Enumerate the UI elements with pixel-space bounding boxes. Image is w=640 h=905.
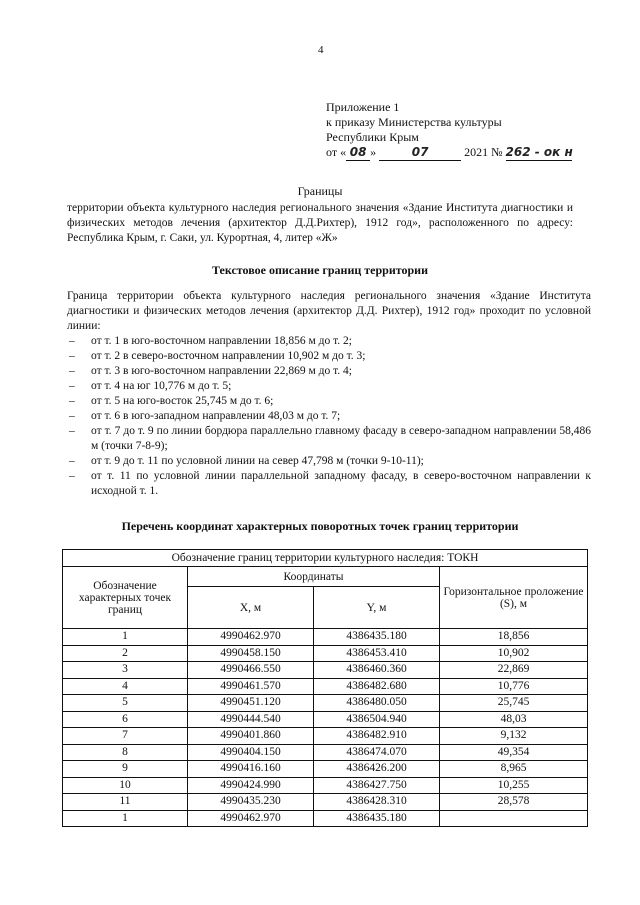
annex-line-1: Приложение 1 — [326, 100, 400, 114]
annex-block — [326, 100, 572, 161]
cell-x: 4990461.570 — [188, 678, 314, 695]
cell-y: 4386504.940 — [314, 711, 440, 728]
cell-y: 4386474.070 — [314, 744, 440, 761]
coordinates-table — [62, 549, 588, 827]
cell-distance: 10,255 — [440, 777, 588, 794]
document-title: Границы — [297, 184, 343, 198]
document-title-body: территории объекта культурного наследия регионального значения «Здание Института диагностики и физических методов лечения (архитектор Д.Д.Рихтер), 1912 год», расположенного по адресу: Республика Крым, г. Саки, ул. Курортная, 4, литер «Ж» — [67, 202, 573, 244]
cell-x: 4990424.990 — [188, 777, 314, 794]
table-row — [63, 662, 588, 679]
description-item: – от т. 11 по условной линии параллельной западному фасаду, в северо-восточном направлении к исходной т. 1. — [67, 469, 591, 499]
cell-y: 4386427.750 — [314, 777, 440, 794]
order-number: 262 - ок н — [505, 145, 573, 159]
cell-point: 8 — [63, 744, 188, 761]
date-prefix: от « — [326, 145, 347, 159]
cell-point: 1 — [63, 629, 188, 646]
boundary-description — [67, 289, 591, 499]
section-description-heading: Текстовое описание границ территории — [211, 263, 429, 277]
cell-distance: 9,132 — [440, 728, 588, 745]
cell-x: 4990401.860 — [188, 728, 314, 745]
cell-x: 4990451.120 — [188, 695, 314, 712]
cell-x: 4990444.540 — [188, 711, 314, 728]
cell-y: 4386435.180 — [314, 629, 440, 646]
description-item: – от т. 7 до т. 9 по линии бордюра параллельно главному фасаду в северо-западном направлении 58,486 м (точки 7-8-9); — [67, 424, 591, 454]
header-coordinates: Координаты — [188, 567, 440, 587]
date-year-number: 2021 № — [464, 145, 503, 159]
cell-distance: 18,856 — [440, 629, 588, 646]
table-row — [63, 645, 588, 662]
description-item: – от т. 3 в юго-восточном направлении 22,869 м до т. 4; — [67, 364, 591, 379]
table-row — [63, 695, 588, 712]
cell-y: 4386482.910 — [314, 728, 440, 745]
cell-distance: 25,745 — [440, 695, 588, 712]
table-caption: Обозначение границ территории культурного наследия: ТОКН — [63, 550, 588, 567]
cell-x: 4990416.160 — [188, 761, 314, 778]
description-item: – от т. 5 на юго-восток 25,745 м до т. 6; — [67, 394, 591, 409]
description-item: – от т. 9 до т. 11 по условной линии на север 47,798 м (точки 9-10-11); — [67, 454, 591, 469]
cell-point: 11 — [63, 794, 188, 811]
cell-x: 4990462.970 — [188, 810, 314, 827]
table-row — [63, 761, 588, 778]
cell-x: 4990466.550 — [188, 662, 314, 679]
cell-point: 1 — [63, 810, 188, 827]
cell-y: 4386428.310 — [314, 794, 440, 811]
table-row — [63, 711, 588, 728]
annex-line-2: к приказу Министерства культуры — [326, 115, 502, 129]
cell-y: 4386480.050 — [314, 695, 440, 712]
header-point: Обозначение характерных точек границ — [63, 567, 188, 629]
cell-point: 2 — [63, 645, 188, 662]
cell-distance: 48,03 — [440, 711, 588, 728]
cell-point: 6 — [63, 711, 188, 728]
annex-line-3: Республики Крым — [326, 130, 419, 144]
table-row — [63, 629, 588, 646]
header-y: Y, м — [314, 587, 440, 629]
cell-distance: 49,354 — [440, 744, 588, 761]
header-distance: Горизонтальное проложение (S), м — [440, 567, 588, 629]
cell-point: 9 — [63, 761, 188, 778]
description-item: – от т. 2 в северо-восточном направлении 10,902 м до т. 3; — [67, 349, 591, 364]
cell-distance: 22,869 — [440, 662, 588, 679]
cell-y: 4386453.410 — [314, 645, 440, 662]
date-day: 08 — [346, 145, 370, 161]
section-coordinates-heading: Перечень координат характерных поворотных точек границ территории — [121, 519, 519, 533]
cell-distance — [440, 810, 588, 827]
annex-date-row — [326, 145, 572, 161]
description-item: – от т. 1 в юго-восточном направлении 18,856 м до т. 2; — [67, 334, 591, 349]
description-item: – от т. 4 на юг 10,776 м до т. 5; — [67, 379, 591, 394]
description-item: – от т. 6 в юго-западном направлении 48,03 м до т. 7; — [67, 409, 591, 424]
cell-x: 4990404.150 — [188, 744, 314, 761]
cell-distance: 10,902 — [440, 645, 588, 662]
cell-x: 4990458.150 — [188, 645, 314, 662]
cell-distance: 28,578 — [440, 794, 588, 811]
description-list — [67, 334, 591, 499]
cell-point: 4 — [63, 678, 188, 695]
cell-distance: 8,965 — [440, 761, 588, 778]
table-row — [63, 810, 588, 827]
table-row — [63, 728, 588, 745]
cell-x: 4990435.230 — [188, 794, 314, 811]
date-month: 07 — [379, 145, 461, 161]
table-row — [63, 794, 588, 811]
cell-y: 4386435.180 — [314, 810, 440, 827]
table-row — [63, 777, 588, 794]
table-row — [63, 678, 588, 695]
cell-y: 4386460.360 — [314, 662, 440, 679]
header-x: X, м — [188, 587, 314, 629]
cell-point: 7 — [63, 728, 188, 745]
table-row — [63, 744, 588, 761]
page-number: 4 — [318, 44, 324, 56]
description-intro: Граница территории объекта культурного наследия регионального значения «Здание Института диагностики и физических методов лечения (архитектор Д.Д. Рихтер), 1912 год» проходит по условной линии: — [67, 290, 591, 332]
date-day-close: » — [370, 145, 377, 159]
cell-point: 5 — [63, 695, 188, 712]
cell-point: 3 — [63, 662, 188, 679]
cell-distance: 10,776 — [440, 678, 588, 695]
cell-y: 4386426.200 — [314, 761, 440, 778]
cell-x: 4990462.970 — [188, 629, 314, 646]
cell-y: 4386482.680 — [314, 678, 440, 695]
cell-point: 10 — [63, 777, 188, 794]
